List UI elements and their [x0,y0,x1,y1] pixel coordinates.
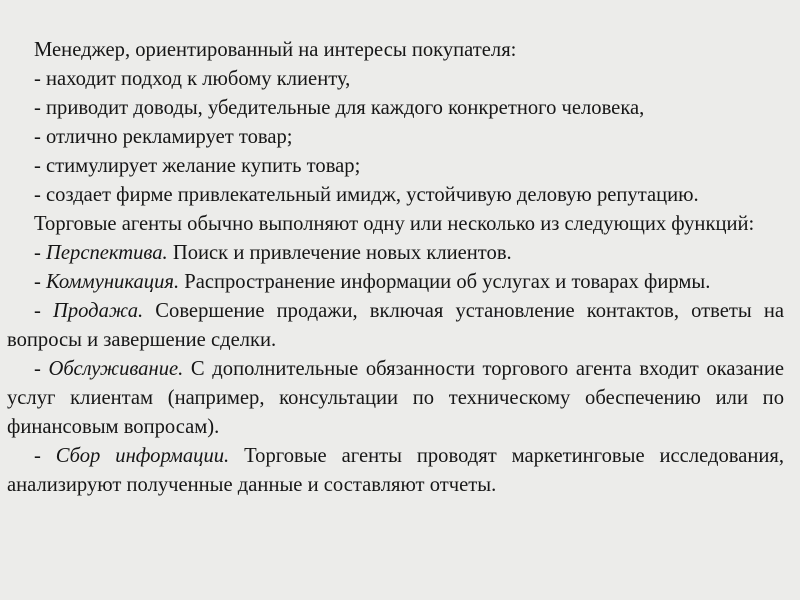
function-dash: - [34,271,47,293]
function-term: Продажа. [52,300,144,322]
trait-item: - находит подход к любому клиенту, [34,68,351,90]
text-body [7,36,784,500]
function-item-communication [7,268,784,297]
trait-item: - стимулирует желание купить товар; [34,155,361,177]
function-term: Перспектива. [46,242,168,264]
function-dash: - [34,445,56,467]
function-term: Коммуникация. [46,271,180,293]
function-item-servicing [7,355,784,442]
trait-item: - приводит доводы, убедительные для каждого конкретного человека, [34,97,645,119]
function-item-selling [7,297,784,355]
function-description: Поиск и привлечение новых клиентов. [167,242,512,264]
trait-item: - отлично рекламирует товар; [34,126,293,148]
trait-item: - создает фирме привлекательный имидж, устойчивую деловую репутацию. [34,184,699,206]
function-description: Совершение продажи, включая установление контактов, ответы на вопросы и завершение сделки. [7,300,784,351]
function-dash: - [34,358,49,380]
function-description: Распространение информации об услугах и товарах фирмы. [179,271,711,293]
function-item-information-gathering [7,442,784,500]
function-dash: - [34,242,47,264]
intro-paragraph: Менеджер, ориентированный на интересы покупателя: [34,39,517,61]
function-description: Торговые агенты проводят маркетинговые исследования, анализируют полученные данные и составляют отчеты. [7,445,784,496]
function-term: Обслуживание. [48,358,184,380]
function-term: Сбор информации. [55,445,230,467]
function-description: С дополнительные обязанности торгового агента входит оказание услуг клиентам (например, консультации по техническому обеспечению или по финансовым вопросам). [7,358,784,438]
function-dash: - [34,300,53,322]
agents-intro-paragraph: Торговые агенты обычно выполняют одну или несколько из следующих функций: [34,213,755,235]
function-item-prospecting [7,239,784,268]
